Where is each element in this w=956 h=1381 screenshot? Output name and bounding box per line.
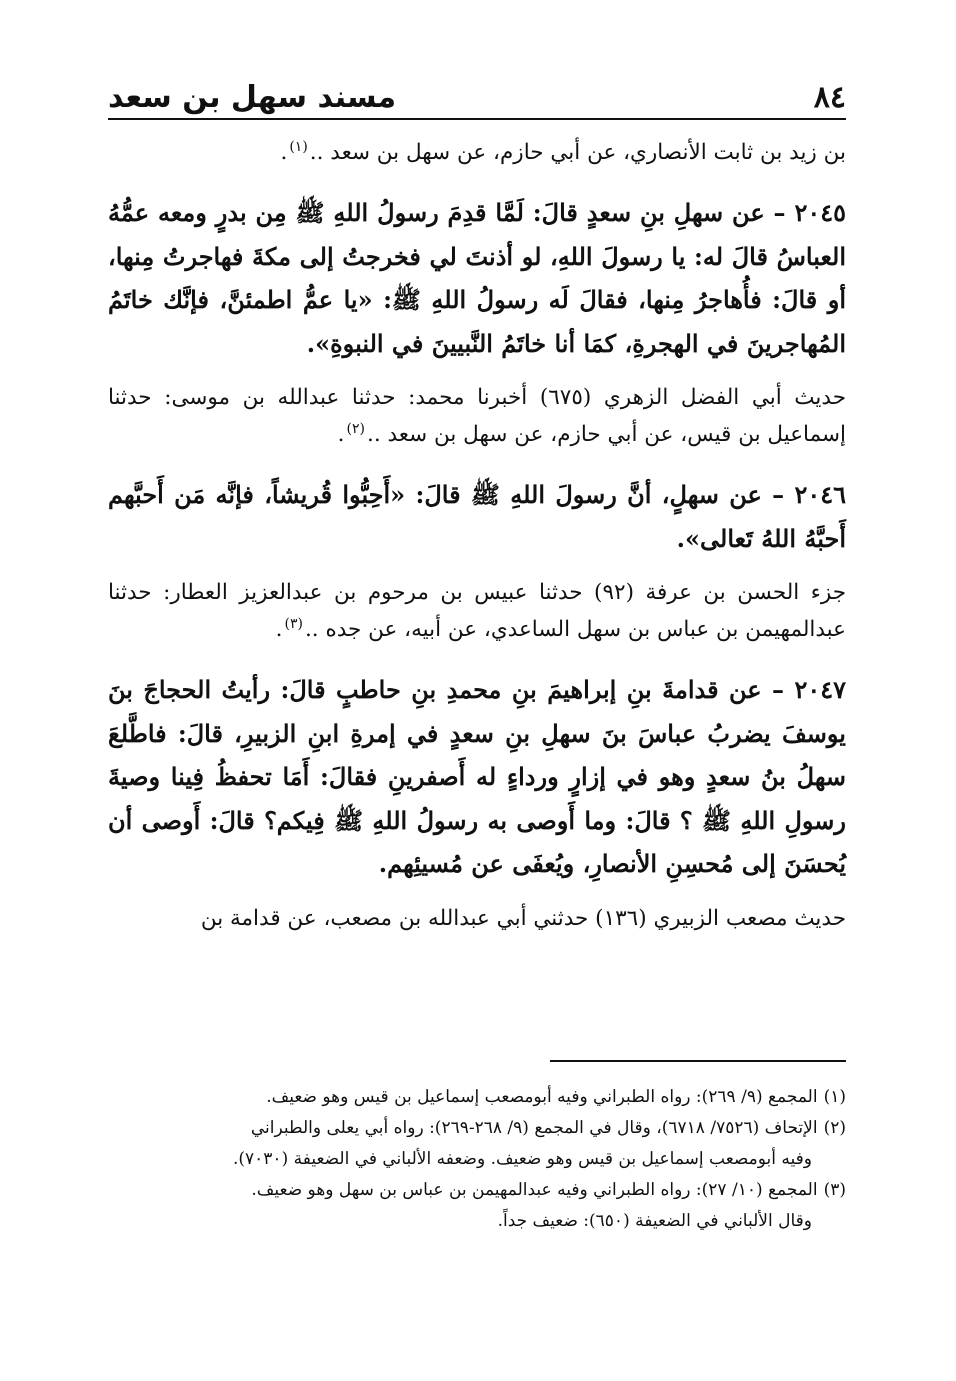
footnote-1: [108, 1082, 846, 1113]
hadith-2046: [108, 473, 846, 560]
footnote-list: [108, 1082, 846, 1237]
footnote-separator: [550, 1060, 846, 1062]
main-text: [108, 134, 846, 937]
source-2045: حديث أبي الفضل الزهري (٦٧٥) أخبرنا محمد: حدثنا عبدالله بن موسى: حدثنا إسماعيل بن قيس، عن أبي حازم، عن سهل بن سعد ..$^{(٢)}$.: [108, 385, 846, 447]
book-page: [108, 78, 847, 1231]
source-2047: [108, 900, 846, 937]
hadith-text: ٢٠٤٦ – عن سهلٍ، أنَّ رسولَ اللهِ ﷺ قالَ: «أَحِبُّوا قُريشاً، فإنَّه مَن أَحبَّهم أَحبَّهُ اللهُ تَعالى».: [108, 480, 846, 553]
footnote-text: الإتحاف (٧٥٢٦/ ٦٧١٨)، وقال في المجمع (٩/ ٢٦٨-٢٦٩): رواه أبي يعلى والطبراني: [250, 1118, 818, 1138]
source-text: حديث أبي الفضل الزهري (٦٧٥) أخبرنا محمد: حدثنا عبدالله بن موسى: حدثنا إسماعيل بن قيس، عن أبي حازم، عن سهل بن سعد ..: [108, 385, 846, 447]
footnote-text: المجمع (٩/ ٢٦٩): رواه الطبراني وفيه أبومصعب إسماعيل بن قيس وهو ضعيف.: [266, 1087, 818, 1107]
page-number: ٨٤: [813, 80, 846, 115]
source-2046: جزء الحسن بن عرفة (٩٢) حدثنا عبيس بن مرحوم بن عبدالعزيز العطار: حدثنا عبدالمهيمن بن عباس بن سهل الساعدي، عن أبيه، عن جده ..$^{(٣)}$.: [108, 580, 846, 642]
hadith-text: ٢٠٤٧ – عن قدامةَ بنِ إبراهيمَ بنِ محمدِ بنِ حاطبٍ قالَ: رأيتُ الحجاجَ بنَ يوسفَ يضربُ عباسَ بنَ سهلِ بنِ سعدٍ في إمرةِ ابنِ الزبيرِ، قالَ: فاطَّلعَ سهلُ بنُ سعدٍ وهو في إزارٍ ورداءٍ له أَصفرينِ فقالَ: أَمَا تحفظُ فِينا وصيةَ رسولِ اللهِ ﷺ ؟ قالَ: وما أَوصى به رسولُ اللهِ ﷺ فِيكم؟ قالَ: أَوصى أن يُحسَنَ إلى مُحسِنِ الأنصارِ، ويُعفَى عن مُسيئِهم.: [108, 675, 847, 878]
paragraph-text: بن زيد بن ثابت الأنصاري، عن أبي حازم، عن سهل بن سعد ..: [309, 140, 846, 165]
footnote-3-continuation: وقال الألباني في الضعيفة (٦٥٠): ضعيف جداً.: [497, 1211, 812, 1231]
footnote-ref: (٢): [346, 420, 365, 437]
hadith-2045: [108, 191, 846, 365]
footnote-text: المجمع (١٠/ ٢٧): رواه الطبراني وفيه عبدالمهيمن بن عباس بن سهل وهو ضعيف.: [251, 1180, 818, 1200]
footnote-number: (١): [823, 1087, 846, 1107]
source-text: حديث مصعب الزبيري (١٣٦) حدثني أبي عبدالله بن مصعب، عن قدامة بن: [200, 905, 846, 931]
footnote-2-continuation: وفيه أبومصعب إسماعيل بن قيس وهو ضعيف. وضعفه الألباني في الضعيفة (٧٠٣٠).: [232, 1149, 812, 1169]
footnote-ref: (٣): [284, 615, 303, 632]
footnote-number: (٢): [823, 1118, 846, 1138]
footnote-ref: (١): [289, 138, 308, 155]
hadith-text: ٢٠٤٥ – عن سهلِ بنِ سعدٍ قالَ: لَمَّا قدِمَ رسولُ اللهِ ﷺ مِن بدرٍ ومعه عمُّهُ العباسُ قالَ له: يا رسولَ اللهِ، لو أذنتَ لي فخرجتُ إلى مكةَ فهاجرتُ مِنها، أو قالَ: فأُهاجرُ مِنها، فقالَ لَه رسولُ اللهِ ﷺ: «يا عمُّ اطمئنَّ، فإنَّك خاتَمُ المُهاجرينَ في الهجرةِ، كمَا أنا خاتَمُ النَّبيينَ في النبوةِ».: [108, 198, 847, 358]
footnote-2: [108, 1113, 846, 1144]
running-title: مسند سهل بن سعد: [108, 80, 397, 115]
page-header: [108, 78, 846, 120]
continuation-paragraph: بن زيد بن ثابت الأنصاري، عن أبي حازم، عن سهل بن سعد ..$^{(١)}$.: [280, 138, 846, 165]
footnote-3: [108, 1175, 846, 1206]
hadith-2047: [108, 668, 846, 886]
source-text: جزء الحسن بن عرفة (٩٢) حدثنا عبيس بن مرحوم بن عبدالعزيز العطار: حدثنا عبدالمهيمن بن عباس بن سهل الساعدي، عن أبيه، عن جده ..: [108, 580, 846, 642]
footnote-number: (٣): [823, 1180, 846, 1200]
